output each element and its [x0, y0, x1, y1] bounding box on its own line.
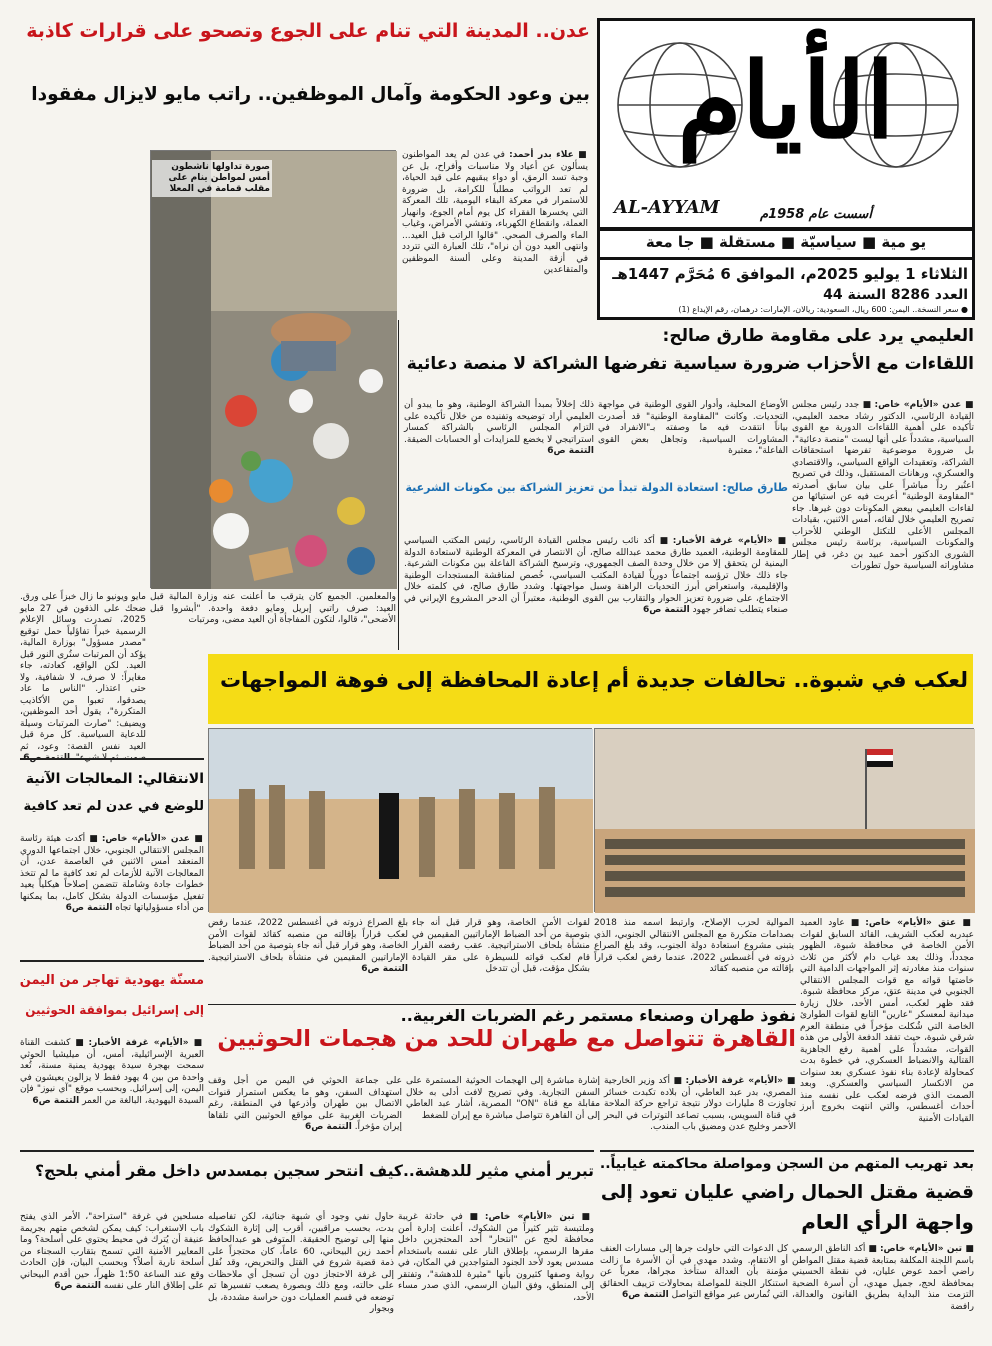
continued-label: التتمة ص6	[547, 446, 594, 456]
paragraph: والمعلمين. الجميع كان يترقب ما أعلنت عنه وزارة المالية قبل العيد: صرف راتبي إبريل ومايو دفعة واحدة. "أبشروا قبل الأضحى"، قالوا، لتكون المفاجأة أن العيد مضى، ومرتبات	[150, 592, 396, 625]
paragraph: إشارة مباشرة إلى الهجمات الحوثية المستمرة على السفن التجارية. وفي تصريح لافت أدلى به خلال مقابلة مع قناة "ON" المصرية، أشار عبد العاطي إلى أن القاهرة تتواصل مباشرة مع إيران للضغط	[406, 1076, 601, 1121]
byline: ■ «الأيام» غرفة الأخبار:	[685, 1076, 796, 1086]
continued-label: التتمة ص6	[32, 1095, 80, 1106]
lead-body-col2	[20, 592, 146, 752]
paragraph: مايو ويونيو ما زال خبزاً على ورق. ضحك على الذقون في 27 مايو 2025، تصدرت وسائل الإعلام الرسمية خبراً تفاؤلياً حمل توقيع "مصدر مسؤول" بوزارة المالية، يؤكد أن المرتبات ستُرى النور قبل العيد. لكن الواقع، كعادته، جاء مغايراً: لا صرف، لا شفافية، ولا حتى اعتذار. "الناس ما عاد يصدقوا، تعبوا من الأكاذيب المتكررة"، يقول أحد الموظفين، ويضيف: "صارت المرتبات وسيلة للدعاية السياسية. كل مرة قبل العيد نفس القصة: وعود، ثم	[20, 592, 146, 752]
olyan-kicker: بعد تهريب المتهم من السجن ومواصلة محاكمته غيابياً..	[599, 1156, 974, 1172]
continued-label: التتمة ص6	[361, 964, 408, 974]
price-line: ● سعر النسخة.. اليمن: 600 ريال، السعودية: ريالان، الإمارات: درهمان، رقم الإيداع (1)	[678, 305, 968, 314]
shabwa-body-col4	[208, 918, 408, 1002]
divider	[20, 758, 204, 760]
olyan-headline-line2: واجهة الرأي العام	[801, 1210, 974, 1234]
byline: ■ تبن «الأيام» خاص:	[879, 1244, 974, 1254]
continued-label: التتمة ص6	[642, 605, 690, 615]
byline: ■ تبن «الأيام» خاص:	[484, 1212, 594, 1222]
issue-date: الثلاثاء 1 يوليو 2025م، الموافق 6 مُحَرَّم 1447هـ	[612, 265, 968, 283]
lead-subheadline: بين وعود الحكومة وآمال الموظفين.. راتب مايو لايزال مفقودا	[31, 84, 590, 105]
paragraph: ■ كشفت القناة العبرية الإسرائيلية، أمس، أن ميليشيا الحوثي سمحت بهجرة سيدة يهودية يمنية مسنة، تُعد واحدة من بين 4 يهود فقط لا يزالون يعيشون في اليمن، إلى إسرائيل. وبحسب موقع "آي نيوز" فإن السيدة اليهودية، البالغة من العمر	[20, 1038, 204, 1106]
jewish-headline: مسنّة يهودية تهاجر من اليمن	[19, 973, 204, 988]
jewish-headline-line2: إلى إسرائيل بموافقة الحوثيين	[25, 1003, 204, 1017]
paragraph: "قالوا الراتب قبل العيد... وانتهى العيد دون أن نراه"، تلك العبارة التي تتردد في أزقة المدينة وعلى ألسنة الموظفين والمتقاعدين	[402, 230, 588, 275]
stc-body	[20, 834, 204, 956]
byline: ■ «الأيام» غرفة الأخبار:	[672, 536, 788, 546]
continued-label: التتمة ص6	[305, 1122, 352, 1132]
shabwa-body-col2	[594, 918, 794, 1002]
paragraph: ■ أكد نائب رئيس مجلس القيادة الرئاسي، رئيس المكتب السياسي للمقاومة الوطنية، العميد طارق محمد عبدالله صالح، أن الانتصار في المعركة الوطنية لاستعادة الدولة اليمنية لن يتحقق إلا من خلال وحدة الصف الجمهوري، وترسيخ الشراكة الفاعلة بين مكونات الشرعية. جاء ذلك خلال ترؤسه اجتماعاً دورياً لقيادة المكتب السياسي، خُصص لمناقشة المستجدات الوطنية والإقليمية، واستعراض أبرز التحديات الراهنة وسبل مواجهتها. وشدد طارق صالح، في كلمته خلال الاجتماع، على ضرورة تعزيز الحوار والتقارب بين القوى الوطنية، معتبراً أن الدحر المشروع الإيراني في صنعاء يتطلب تضافر جهود	[404, 536, 788, 615]
prison-body-col3	[20, 1212, 204, 1334]
latin-name: AL-AYYAM	[614, 197, 720, 218]
trash-scene-image	[151, 151, 397, 589]
divider	[600, 1150, 974, 1152]
paragraph: ذلك إخلالاً بمبدأ الشراكة الوطنية، وهو ما يبدو أن العليمي أراد توضيحه وتفنيده من خلال تأكيده على التزام المجلس الرئاسي بالشراكة كمسار استراتيجي لا يخضع للمزايدات أو الحسابات الضيقة.	[404, 400, 594, 445]
shabwa-body-col1	[800, 918, 974, 1144]
prison-body-col1	[398, 1212, 594, 1334]
cairo-headline: القاهرة تتواصل مع طهران للحد من هجمات الحوثيين	[217, 1026, 796, 1052]
paragraph: ■ أكد الناطق الرسمي باسم اللجنة المكلفة بمتابعة قضية مقتل المواطن راضي أحمد عوض عليان، في نقطة الحسيني بمحافظة لحج، جميل مهدي، أن أسرة الضحية التزمت منذ البداية بطريق القانون والعدالة، رافضة	[792, 1244, 974, 1312]
soldiers-inspection-image	[209, 729, 593, 913]
paragraph: ■ أكدت هيئة رئاسة المجلس الانتقالي الجنوبي، خلال اجتماعها الدوري المنعقد أمس الاثنين في العاصمة عدن، أن المعالجات الآنية للأزمات لم تعد كافية ما لم تتخذ خطوات جادة وشاملة تتضمن إصلاحاً هيكلياً يعيد تفعيل مؤسسات الدولة بشكل كامل، بما يمكنها من أداء مسؤولياتها تجاه	[20, 834, 204, 913]
paragraph: في عدن لم يعد المواطنون يسألون عن أعياد ولا مناسبات وأفراح، بل عن وجبة تسد الرمق، أو دواء يبقيهم على قيد الحياة، لم تعد الرواتب مطلباً للكرامة، بل ضرورة للاستمرار في معركة البقاء اليومية، تلك المعركة التي يخسرها الفقراء كل يوم أمام الجوع، وانهيار العملة، وانقطاع الكهرباء، وتفشي الأمراض، وغياب الماء والصرف الصحي.	[402, 150, 588, 241]
issue-number: العدد 8286 السنة 44	[823, 287, 968, 303]
byline: ■ عدن «الأيام» خاص:	[101, 834, 204, 844]
parade-photo	[594, 728, 974, 912]
paragraph: لقوات الأمن الخاصة، وهو قرار قبل أنه جاء بتوصية من أحد الضباط الإماراتيين المقيمين في منشأة بلحاف الاستراتيجية. عقب رفضه القرار قام لعكب قواته للسيطرة على مقر القيادة بشكل مؤقت، قبل أن تتدخل	[412, 918, 590, 974]
stc-headline-line2: للوضع في عدن لم تعد كافية	[23, 799, 204, 814]
alimi-body-col2	[598, 400, 788, 474]
alimi-body-col1	[792, 400, 974, 648]
divider	[600, 227, 972, 231]
paragraph: ■ أكد وزير الخارجية المصري، بدر عبد العاطي، أن بلاده تكبدت خسائر تجاوزت 8 مليارات دولار نتيجة تراجع حركة الملاحة في قناة السويس، بسبب تصاعد التوترات في البحر الأحمر وخليج عدن ومضيق باب المندب.	[604, 1076, 796, 1132]
paragraph: كل الدعوات التي حاولت جرها إلى مسارات العنف أو الانتقام. وشدد مهدي في أن الأسرة ما زالت مؤمنة بأن العدالة ستأخذ مجراها، معرباً عن استنكار اللجنة للمواصلة بمحاولات تزييف الحقائق التي تُمارس عبر مواقع التواصل	[600, 1244, 788, 1300]
tareq-headline: طارق صالح: استعادة الدولة تبدأ من تعزيز الشراكة بين مكونات الشرعية	[405, 481, 788, 494]
paragraph: على جماعة الحوثي في اليمن من أجل وقف استهداف السفن، وهو ما يعكس استمرار قنوات الاتصال بين طهران وأذرعها في المنطقة، رغم الضربات الغربية على مواقع الحوثيين التي تلقاها إيران مؤخراً.	[208, 1076, 402, 1132]
paragraph: بلغ الصراع ذروته في أغسطس 2022، عندما رفض لعكب قراراً بإقالته من منصبه كقائد لقوات الأمن الخاصة، وهو قرار قبل أنه جاء بتوصية من أحد الضباط الإماراتيين المقيمين في منشأة بلحاف الاستراتيجية.	[208, 918, 408, 963]
byline: ■ علاء بدر أحمد:	[509, 150, 588, 160]
photo-caption: صورة تداولها ناشطون أمس لمواطن ينام على مقلب قمامة في المعلا	[152, 160, 272, 197]
paragraph: ■ في حادثة غريبة وملتبسة تثير كثيراً من الشكوك، أعلنت إدارة أمن محافظة لحج عن "انتحار" أحد المحتجزين داخل مقرها الرسمي، بإطلاق النار على نفسه باستخدام مسدس يعود لأحد الجنود المتواجدين في المكان، في رواية وصفها كثيرون بأنها "مثيرة للدهشة"، وتفتقر إلى المنطق، وفق البيان الرسمي، الذي صدر مساء الأحد،	[398, 1212, 594, 1303]
byline: ■ عتق «الأيام» خاص:	[865, 918, 974, 928]
stc-headline: الانتقالي: المعالجات الآنية	[25, 771, 204, 787]
shabwa-body-col3	[412, 918, 590, 1002]
alimi-body-col3	[404, 400, 594, 474]
divider	[208, 1004, 796, 1005]
cairo-body-col1	[604, 1076, 796, 1148]
cairo-body-col3	[208, 1076, 402, 1148]
divider	[398, 320, 399, 650]
paragraph: الموالية لحزب الإصلاح، وارتبط اسمه منذ 2018 بصدامات متكررة مع المجلس الانتقالي الجنوبي، الذي يتبنى مشروع استعادة دولة الجنوب، وقد بلغ الصراع ذروته في أغسطس 2022، عندما رفض لعكب قراراً بإقالته من منصبه كقائد	[594, 918, 794, 974]
lead-body-col1	[402, 150, 588, 310]
divider	[20, 1150, 594, 1152]
jewish-body	[20, 1038, 204, 1146]
paragraph: جاء تصريح العليمي خلال لقائه، أمس الاثنين، بقيادات المجلس الأعلى للتكتل الوطني للأحزاب والمكونات السياسية، برئاسة رئيس مجلس الشورى الدكتور أحمد عبيد بن دغر، في إطار مشاوراته السياسية حول تطورات	[792, 503, 974, 571]
olyan-body-col1	[792, 1244, 974, 1334]
olyan-body-col2	[600, 1244, 788, 1334]
lead-headline: عدن.. المدينة التي تنام على الجوع وتصحو على قرارات كاذبة	[26, 20, 590, 42]
paragraph: الأوضاع المحلية، وأدوار القوى الوطنية في مواجهة التحديات. وكانت "المقاومة الوطنية" قد أصدرت بياناً انتقدت فيه ما وصفته بـ"الانفراد في المشاورات السياسية، وتجاهل بعض القوى الفاعلة"، معتبرة	[598, 400, 788, 456]
continued-label: التتمة ص6	[65, 903, 113, 913]
shabwa-headline: لعكب في شبوة.. تحالفات جديدة أم إعادة المحافظة إلى فوهة المواجهات	[220, 668, 968, 692]
byline: ■ «الأيام» غرفة الأخبار:	[88, 1038, 204, 1048]
cairo-body-col2	[406, 1076, 600, 1148]
cairo-kicker: نفوذ طهران وصنعاء مستمر رغم الضربات الغربية..	[400, 1006, 796, 1025]
inspection-photo	[208, 728, 592, 912]
masthead	[597, 18, 975, 320]
divider	[20, 960, 204, 962]
continued-label: التتمة ص6	[54, 1281, 101, 1291]
logo-wordmark: الأيام	[677, 39, 895, 162]
lead-body-col3	[150, 592, 396, 652]
lead-photo	[150, 150, 396, 588]
divider	[600, 257, 972, 260]
prison-body-col2	[208, 1212, 394, 1334]
paragraph: حاول نفي وجود أي شبهة جنائية، لكن تفاصيله بدت، بحسب مراقبين، أقرب إلى إثارة الشكوك منها إلى توضيح الحقيقة. المتوفى هو عبدالحافظ أحمد زين البيحاني، 60 عاماً، كان محتجزاً على ذمة قضية شروع في القتل والتحريض، وقد نُقل إلى غرفة الاحتجاز دون أن تسجل أي ملاحظات على حالته، ومع ذلك وبصورة يصعب تفسيرها تم توضعه في قسم العمليات دون حراسة مشددة، بل وبجوار	[208, 1212, 394, 1314]
tareq-body	[404, 536, 788, 648]
paragraph: وبعد الصمت الذي فرضه لعكب على نفسه منذ أحداث أغسطس، والتي انتهت بخروج أبرز القيادات الأمنية	[800, 1079, 974, 1124]
alimi-headline: اللقاءات مع الأحزاب ضرورة سياسية تفرضها الشراكة لا منصة دعائية	[406, 354, 974, 374]
military-parade-image	[595, 729, 975, 913]
paragraph: ■ عاود العميد عبدربه لعكب الشريف، القائد السابق لقوات الأمن الخاصة في محافظة شبوة، الظهور مجدداً، وذلك بعد غياب دام لأكثر من ثلاث سنوات منذ مغادرته إثر المواجهات الدامية التي خاضتها قواته مع قوات المجلس الانتقالي الجنوبي في مدينة عتق، مركز محافظة شبوة. فقد ظهر لعكب، أمس الأحد، خلال زيارة ميدانية لمعسكر "عارين" التابع لقوات الطوارئ الخاصة التي شُكلت مؤخراً في منطقة العرم شرقي شبوة، حيث تفقد الدفعة الأولى من هذه القوات، مشدداً على أهمية رفع الجاهزية القتالية والانضباط العسكري، في خطوة بدت كمحاولة لإعادة بناء نفوذ عسكري بعد سنوات من الانكسار السياسي والعسكري.	[800, 918, 974, 1089]
byline: ■ عدن «الأيام» خاص:	[874, 400, 974, 410]
olyan-headline: قضية مقتل الحمال راضي عليان تعود إلى	[600, 1182, 974, 1203]
paragraph: ■ جدد رئيس مجلس القيادة الرئاسي، الدكتور رشاد محمد العليمي، تأكيده على أهمية اللقاءات الدورية مع القوى السياسية، مشدداً على أنها ليست "منصة دعائية"، بل ضرورة موضوعية تفرضها استحقاقات الشراكة، وتعقيدات الواقع السياسي، والاقتصادي والعسكري، ورهانات المستقبل، وذلك في تصريح اعتُبر رداً مباشراً على بيان سابق أصدرته "المقاومة الوطنية" أعربت فيه عن استيائها من لقاءات العليمي ببعض المكونات دون غيرها.	[792, 400, 974, 514]
continued-label: التتمة ص6	[621, 1290, 669, 1300]
prison-headline: تبرير أمني مثير للدهشة..كيف انتحر سجين بمسدس داخل مقر أمني بلحج؟	[35, 1162, 594, 1180]
founded-year: أسست عام 1958م	[760, 207, 872, 222]
tagline: يو مية ■ سياسيّة ■ مستقلة ■ جا معة	[645, 233, 927, 251]
paragraph: مسلحين في غرفة "استراحة"، الأمر الذي يفتح باب الاستغراب: كيف يمكن لشخص متهم بجريمة عنيفة أن يُترك في محيط يحتوي على أسلحة؟ وما المعايير الأمنية التي تسمح بتقارب السجناء من أسلحة نارية أصلاً؟ وبحسب البيان، فإن الحادث وقع عند الساعة 1:50 ظهراً، حين أقدم البيحاني على إطلاق النار على نفسه	[20, 1212, 204, 1291]
alimi-kicker: العليمي يرد على مقاومة طارق صالح:	[662, 326, 974, 346]
